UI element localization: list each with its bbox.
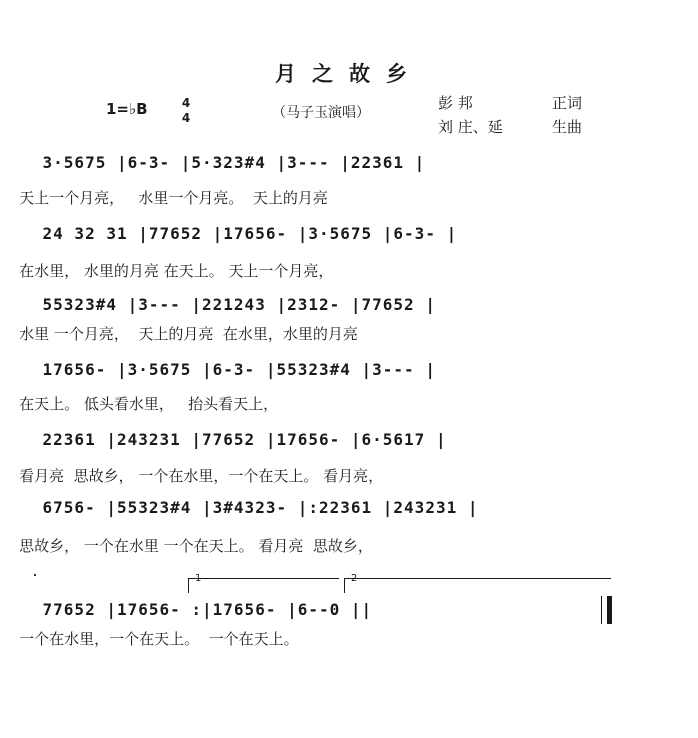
composer-name: 刘 庄、延 bbox=[438, 118, 503, 136]
final-barline-thick bbox=[607, 596, 612, 624]
composer-role: 生曲 bbox=[552, 118, 583, 136]
lyric-line: 一个在水里，一个在天上。 一个在天上。 bbox=[0, 630, 299, 648]
lyricist-name: 彭 邦 bbox=[438, 94, 473, 112]
lyricist-role: 正词 bbox=[552, 94, 583, 112]
time-signature bbox=[180, 96, 192, 126]
notation-line: 3·5675 |6-3- |5·323#4 |3--- |22361 | bbox=[0, 153, 426, 172]
scan-speck bbox=[34, 574, 36, 576]
time-signature-bottom: 4 bbox=[181, 111, 191, 125]
lyric-line: 在水里， 水里的月亮 在天上。 天上一个月亮， bbox=[0, 262, 334, 280]
key-signature: 1=♭B bbox=[106, 100, 148, 118]
song-title: 月之故乡 bbox=[275, 62, 423, 86]
lyric-line: 看月亮 思故乡， 一个在水里，一个在天上。 看月亮， bbox=[0, 467, 384, 485]
notation-line: 24 32 31 |77652 |17656- |3·5675 |6-3- | bbox=[0, 224, 458, 243]
notation-line: 17656- |3·5675 |6-3- |55323#4 |3--- | bbox=[0, 360, 436, 379]
singer-note: （马子玉演唱） bbox=[272, 105, 370, 121]
lyric-line: 天上一个月亮， 水里一个月亮。 天上的月亮 bbox=[0, 189, 328, 207]
lyric-line: 在天上。 低头看水里， 抬头看天上， bbox=[0, 395, 279, 413]
notation-line: 77652 |17656- :|17656- |6--0 || bbox=[0, 600, 373, 619]
final-barline-thin bbox=[601, 596, 602, 624]
notation-line: 55323#4 |3--- |221243 |2312- |77652 | bbox=[0, 295, 436, 314]
notation-line: 22361 |243231 |77652 |17656- |6·5617 | bbox=[0, 430, 447, 449]
second-ending-number: 2 bbox=[351, 573, 358, 584]
time-signature-top: 4 bbox=[181, 96, 191, 110]
first-ending-number: 1 bbox=[195, 573, 202, 584]
notation-line: 6756- |55323#4 |3#4323- |:22361 |243231 | bbox=[0, 498, 479, 517]
lyric-line: 思故乡， 一个在水里 一个在天上。 看月亮 思故乡， bbox=[0, 537, 373, 555]
lyric-line: 水里 一个月亮， 天上的月亮 在水里，水里的月亮 bbox=[0, 325, 358, 343]
second-ending-bracket bbox=[344, 573, 611, 593]
first-ending-bracket bbox=[188, 573, 339, 593]
